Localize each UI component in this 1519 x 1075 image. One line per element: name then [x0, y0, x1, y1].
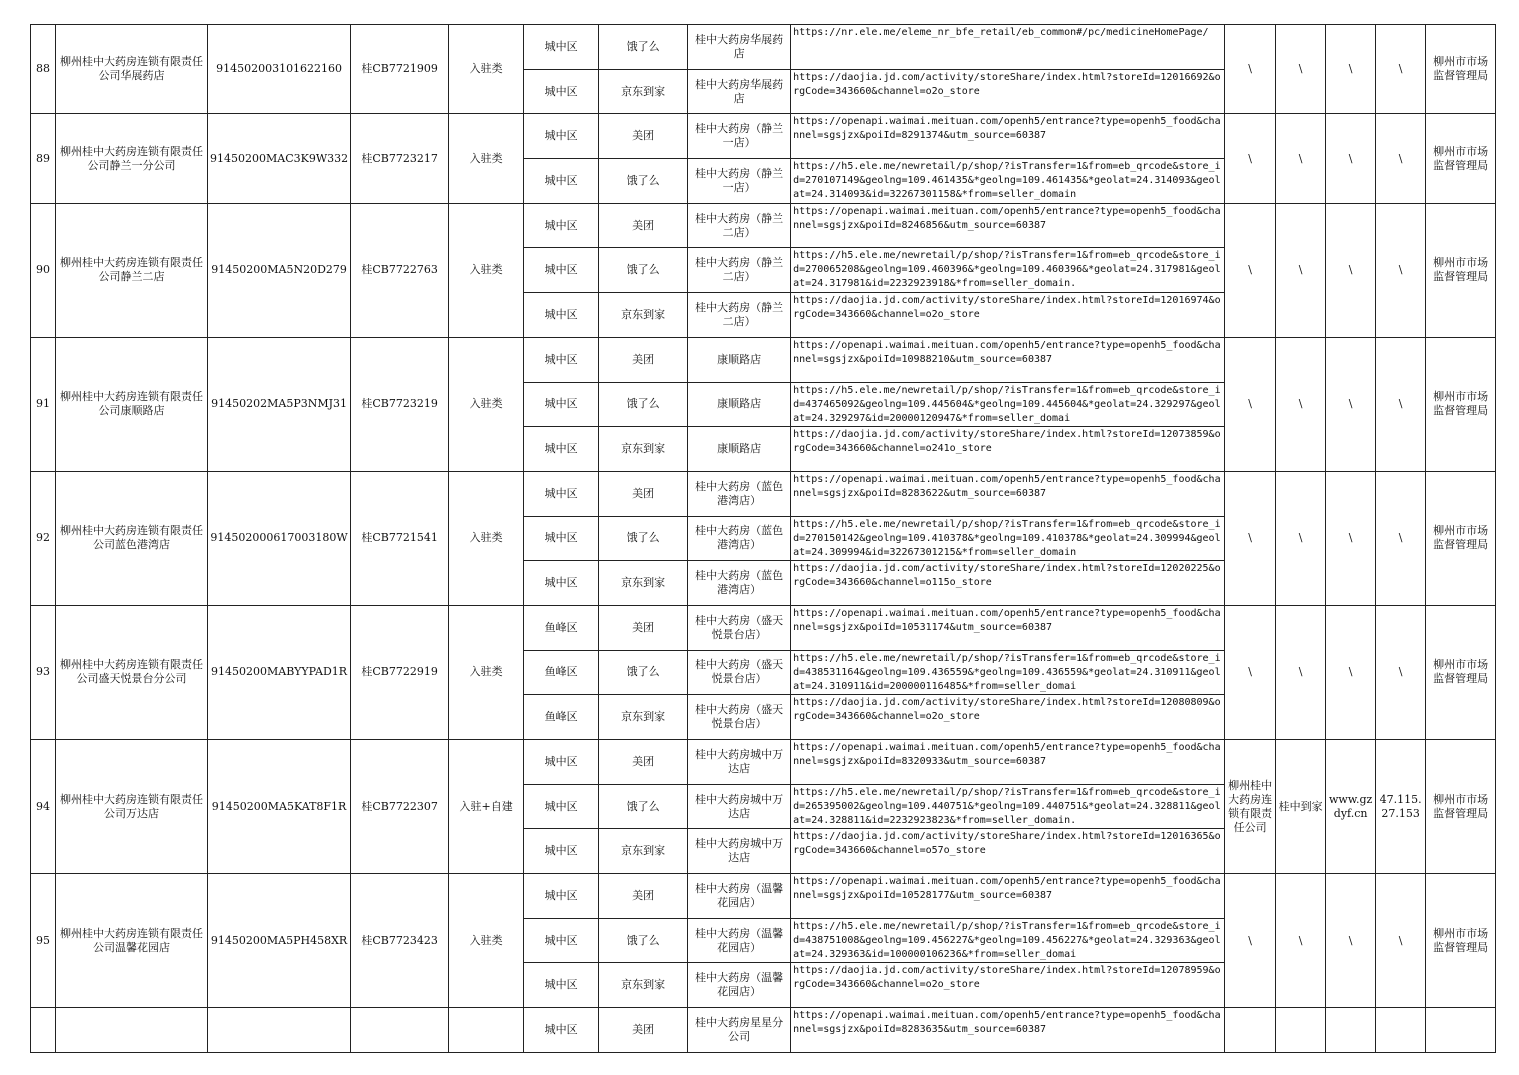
store-url-text: https://openapi.waimai.meituan.com/openh5/entrance?type=openh5_food&channel=sgsjzx&poiId=10531174&utm_source=60387	[793, 607, 1221, 633]
platform-cell: 京东到家	[599, 695, 688, 740]
district-cell: 城中区	[524, 918, 599, 963]
table-row	[31, 1008, 1496, 1053]
platform-cell: 饿了么	[599, 784, 688, 829]
license-number-cell: 桂CB7722919	[351, 605, 449, 739]
ip-address-cell: \	[1376, 337, 1426, 471]
platform-cell: 京东到家	[599, 829, 688, 874]
store-name-cell: 桂中大药房城中万达店	[688, 740, 791, 785]
store-url-cell	[791, 918, 1225, 963]
platform-name-cell	[1276, 1008, 1326, 1053]
store-url-cell	[791, 427, 1225, 472]
platform-cell: 京东到家	[599, 69, 688, 114]
credit-code-cell: 91450200MABYYPAD1R	[208, 605, 351, 739]
district-cell: 鱼峰区	[524, 650, 599, 695]
record-number-cell: 94	[31, 740, 56, 874]
table-row	[31, 203, 1496, 248]
domain-cell: \	[1326, 337, 1376, 471]
store-url-text: https://openapi.waimai.meituan.com/openh5/entrance?type=openh5_food&channel=sgsjzx&poiId=8320933&utm_source=60387	[793, 742, 1221, 767]
store-url-cell	[791, 1008, 1225, 1053]
store-url-text: https://openapi.waimai.meituan.com/openh5/entrance?type=openh5_food&channel=sgsjzx&poiId=10988210&utm_source=60387	[793, 339, 1221, 365]
store-name-cell: 桂中大药房星星分公司	[688, 1008, 791, 1053]
store-url-cell	[791, 248, 1225, 293]
platform-cell: 饿了么	[599, 248, 688, 293]
platform-company-cell	[1225, 1008, 1276, 1053]
table-row	[31, 605, 1496, 650]
district-cell: 城中区	[524, 114, 599, 159]
store-url-cell	[791, 874, 1225, 919]
credit-code-cell: 91450200MAC3K9W332	[208, 114, 351, 203]
platform-company-cell: \	[1225, 874, 1276, 1008]
record-number-cell: 95	[31, 874, 56, 1008]
platform-cell: 京东到家	[599, 293, 688, 338]
district-cell: 城中区	[524, 963, 599, 1008]
store-type-cell: 入驻类	[449, 114, 524, 203]
store-url-cell	[791, 203, 1225, 248]
store-url-text: https://daojia.jd.com/activity/storeShare/index.html?storeId=12073859&orgCode=343660&channel=o241o_store	[793, 429, 1221, 455]
store-url-text: https://openapi.waimai.meituan.com/openh5/entrance?type=openh5_food&channel=sgsjzx&poiId=8283635&utm_source=60387	[793, 1010, 1221, 1036]
store-type-cell: 入驻类	[449, 25, 524, 114]
ip-address-cell: \	[1376, 203, 1426, 337]
license-number-cell: 桂CB7722763	[351, 203, 449, 337]
authority-cell: 柳州市市场监督管理局	[1426, 874, 1496, 1008]
platform-company-cell: \	[1225, 337, 1276, 471]
store-type-cell: 入驻类	[449, 605, 524, 739]
ip-address-cell: 47.115.27.153	[1376, 740, 1426, 874]
platform-cell: 美团	[599, 114, 688, 159]
platform-cell: 饿了么	[599, 918, 688, 963]
store-type-cell: 入驻类	[449, 203, 524, 337]
store-url-cell	[791, 650, 1225, 695]
store-url-cell	[791, 69, 1225, 114]
platform-company-cell: 柳州桂中大药房连锁有限责任公司	[1225, 740, 1276, 874]
store-name-cell: 桂中大药房（温馨花园店）	[688, 918, 791, 963]
ip-address-cell: \	[1376, 471, 1426, 605]
district-cell: 城中区	[524, 248, 599, 293]
platform-cell: 美团	[599, 874, 688, 919]
domain-cell: \	[1326, 471, 1376, 605]
license-number-cell: 桂CB7721909	[351, 25, 449, 114]
store-name-cell: 桂中大药房（蓝色港湾店）	[688, 561, 791, 606]
district-cell: 城中区	[524, 471, 599, 516]
district-cell: 城中区	[524, 740, 599, 785]
store-url-cell	[791, 963, 1225, 1008]
domain-cell: \	[1326, 874, 1376, 1008]
store-name-cell: 桂中大药房（静兰二店）	[688, 248, 791, 293]
domain-cell: \	[1326, 605, 1376, 739]
domain-cell: \	[1326, 203, 1376, 337]
store-url-text: https://openapi.waimai.meituan.com/openh5/entrance?type=openh5_food&channel=sgsjzx&poiId=8291374&utm_source=60387	[793, 116, 1221, 142]
store-type-cell: 入驻+自建	[449, 740, 524, 874]
platform-cell: 饿了么	[599, 650, 688, 695]
ip-address-cell	[1376, 1008, 1426, 1053]
company-name-cell	[56, 1008, 208, 1053]
table-row	[31, 25, 1496, 70]
store-url-text: https://nr.ele.me/eleme_nr_bfe_retail/eb_common#/pc/medicineHomePage/	[793, 27, 1209, 38]
store-url-text: https://daojia.jd.com/activity/storeShare/index.html?storeId=12016692&orgCode=343660&channel=o2o_store	[793, 71, 1221, 97]
store-url-cell	[791, 784, 1225, 829]
record-number-cell: 93	[31, 605, 56, 739]
platform-name-cell: \	[1276, 337, 1326, 471]
ip-address-cell: \	[1376, 874, 1426, 1008]
platform-company-cell: \	[1225, 25, 1276, 114]
district-cell: 城中区	[524, 25, 599, 70]
platform-cell: 饿了么	[599, 516, 688, 561]
platform-name-cell: \	[1276, 874, 1326, 1008]
platform-cell: 美团	[599, 1008, 688, 1053]
district-cell: 城中区	[524, 1008, 599, 1053]
store-name-cell: 桂中大药房（温馨花园店）	[688, 963, 791, 1008]
store-url-cell	[791, 695, 1225, 740]
authority-cell: 柳州市市场监督管理局	[1426, 471, 1496, 605]
platform-company-cell: \	[1225, 114, 1276, 203]
company-name-cell: 柳州桂中大药房连锁有限责任公司万达店	[56, 740, 208, 874]
table-body	[31, 25, 1496, 1053]
store-url-text: https://h5.ele.me/newretail/p/shop/?isTransfer=1&from=eb_qrcode&store_id=270107149&geolng=109.461435&*geolng=109.461435&*geolat=24.314093&geolat=24.314093&id=32267301158&*from=seller_domain	[793, 161, 1221, 201]
store-url-text: https://h5.ele.me/newretail/p/shop/?isTransfer=1&from=eb_qrcode&store_id=438531164&geolng=109.436559&*geolng=109.436559&*geolat=24.310911&geolat=24.310911&id=200000116485&*from=seller_domai	[793, 652, 1221, 692]
district-cell: 城中区	[524, 69, 599, 114]
district-cell: 城中区	[524, 561, 599, 606]
authority-cell: 柳州市市场监督管理局	[1426, 25, 1496, 114]
store-name-cell: 桂中大药房（蓝色港湾店）	[688, 516, 791, 561]
license-number-cell: 桂CB7722307	[351, 740, 449, 874]
store-url-text: https://h5.ele.me/newretail/p/shop/?isTransfer=1&from=eb_qrcode&store_id=265395002&geolng=109.440751&*geolng=109.440751&*geolat=24.328811&geolat=24.328811&id=2232923823&*from=seller_domain.	[793, 786, 1221, 826]
store-url-cell	[791, 382, 1225, 427]
store-url-cell	[791, 516, 1225, 561]
store-name-cell: 桂中大药房（静兰一店）	[688, 114, 791, 159]
store-type-cell: 入驻类	[449, 874, 524, 1008]
district-cell: 城中区	[524, 829, 599, 874]
store-name-cell: 桂中大药房（盛天悦景台店）	[688, 650, 791, 695]
platform-cell: 京东到家	[599, 963, 688, 1008]
store-url-cell	[791, 337, 1225, 382]
district-cell: 鱼峰区	[524, 605, 599, 650]
store-name-cell: 康顺路店	[688, 427, 791, 472]
store-name-cell: 桂中大药房（盛天悦景台店）	[688, 605, 791, 650]
store-url-cell	[791, 293, 1225, 338]
ip-address-cell: \	[1376, 114, 1426, 203]
platform-name-cell: \	[1276, 203, 1326, 337]
credit-code-cell: 914502003101622160	[208, 25, 351, 114]
store-url-cell	[791, 561, 1225, 606]
store-url-cell	[791, 740, 1225, 785]
authority-cell: 柳州市市场监督管理局	[1426, 337, 1496, 471]
platform-company-cell: \	[1225, 605, 1276, 739]
license-number-cell	[351, 1008, 449, 1053]
store-url-text: https://openapi.waimai.meituan.com/openh5/entrance?type=openh5_food&channel=sgsjzx&poiId=8283622&utm_source=60387	[793, 473, 1221, 499]
company-name-cell: 柳州桂中大药房连锁有限责任公司蓝色港湾店	[56, 471, 208, 605]
store-name-cell: 桂中大药房（温馨花园店）	[688, 874, 791, 919]
record-number-cell: 88	[31, 25, 56, 114]
district-cell: 城中区	[524, 293, 599, 338]
district-cell: 城中区	[524, 159, 599, 204]
district-cell: 城中区	[524, 427, 599, 472]
store-name-cell: 桂中大药房（静兰一店）	[688, 159, 791, 204]
platform-cell: 美团	[599, 337, 688, 382]
platform-cell: 饿了么	[599, 382, 688, 427]
store-name-cell: 康顺路店	[688, 382, 791, 427]
platform-name-cell: \	[1276, 471, 1326, 605]
store-name-cell: 桂中大药房城中万达店	[688, 829, 791, 874]
domain-cell: www.gzdyf.cn	[1326, 740, 1376, 874]
record-number-cell: 91	[31, 337, 56, 471]
platform-cell: 京东到家	[599, 427, 688, 472]
store-name-cell: 桂中大药房华展药店	[688, 69, 791, 114]
company-name-cell: 柳州桂中大药房连锁有限责任公司温馨花园店	[56, 874, 208, 1008]
credit-code-cell: 91450200MA5PH458XR	[208, 874, 351, 1008]
store-name-cell: 桂中大药房城中万达店	[688, 784, 791, 829]
credit-code-cell: 91450200MA5KAT8F1R	[208, 740, 351, 874]
authority-cell: 柳州市市场监督管理局	[1426, 740, 1496, 874]
store-url-cell	[791, 829, 1225, 874]
store-url-text: https://h5.ele.me/newretail/p/shop/?isTransfer=1&from=eb_qrcode&store_id=270150142&geolng=109.410378&*geolng=109.410378&*geolat=24.309994&geolat=24.309994&id=32267301215&*from=seller_domain	[793, 518, 1221, 558]
table-row	[31, 740, 1496, 785]
platform-cell: 饿了么	[599, 159, 688, 204]
store-name-cell: 桂中大药房（静兰二店）	[688, 293, 791, 338]
district-cell: 城中区	[524, 203, 599, 248]
store-url-text: https://daojia.jd.com/activity/storeShare/index.html?storeId=12016365&orgCode=343660&channel=o57o_store	[793, 831, 1221, 857]
store-url-text: https://daojia.jd.com/activity/storeShare/index.html?storeId=12016974&orgCode=343660&channel=o2o_store	[793, 295, 1221, 321]
district-cell: 鱼峰区	[524, 695, 599, 740]
record-number-cell: 89	[31, 114, 56, 203]
ip-address-cell: \	[1376, 25, 1426, 114]
store-type-cell	[449, 1008, 524, 1053]
platform-company-cell: \	[1225, 471, 1276, 605]
platform-name-cell: \	[1276, 114, 1326, 203]
company-name-cell: 柳州桂中大药房连锁有限责任公司静兰一分公司	[56, 114, 208, 203]
district-cell: 城中区	[524, 382, 599, 427]
table-row	[31, 471, 1496, 516]
platform-cell: 美团	[599, 471, 688, 516]
district-cell: 城中区	[524, 337, 599, 382]
store-url-text: https://h5.ele.me/newretail/p/shop/?isTransfer=1&from=eb_qrcode&store_id=270065208&geolng=109.460396&*geolng=109.460396&*geolat=24.317981&geolat=24.317981&id=2232923918&*from=seller_domain.	[793, 250, 1221, 290]
record-number-cell	[31, 1008, 56, 1053]
platform-name-cell: 桂中到家	[1276, 740, 1326, 874]
company-name-cell: 柳州桂中大药房连锁有限责任公司盛天悦景台分公司	[56, 605, 208, 739]
store-name-cell: 桂中大药房（静兰二店）	[688, 203, 791, 248]
company-name-cell: 柳州桂中大药房连锁有限责任公司康顺路店	[56, 337, 208, 471]
record-number-cell: 92	[31, 471, 56, 605]
store-url-text: https://daojia.jd.com/activity/storeShare/index.html?storeId=12078959&orgCode=343660&channel=o2o_store	[793, 965, 1221, 991]
store-url-cell	[791, 114, 1225, 159]
district-cell: 城中区	[524, 784, 599, 829]
store-url-cell	[791, 605, 1225, 650]
store-url-text: https://openapi.waimai.meituan.com/openh5/entrance?type=openh5_food&channel=sgsjzx&poiId=8246856&utm_source=60387	[793, 205, 1221, 231]
store-registry-table	[30, 24, 1496, 1053]
credit-code-cell: 91450202MA5P3NMJ31	[208, 337, 351, 471]
credit-code-cell: 91450200MA5N20D279	[208, 203, 351, 337]
platform-cell: 美团	[599, 740, 688, 785]
license-number-cell: 桂CB7721541	[351, 471, 449, 605]
platform-company-cell: \	[1225, 203, 1276, 337]
domain-cell: \	[1326, 25, 1376, 114]
authority-cell	[1426, 1008, 1496, 1053]
platform-cell: 饿了么	[599, 25, 688, 70]
table-row	[31, 337, 1496, 382]
store-type-cell: 入驻类	[449, 471, 524, 605]
company-name-cell: 柳州桂中大药房连锁有限责任公司静兰二店	[56, 203, 208, 337]
authority-cell: 柳州市市场监督管理局	[1426, 605, 1496, 739]
platform-name-cell: \	[1276, 605, 1326, 739]
platform-cell: 美团	[599, 203, 688, 248]
store-url-cell	[791, 471, 1225, 516]
store-name-cell: 康顺路店	[688, 337, 791, 382]
authority-cell: 柳州市市场监督管理局	[1426, 203, 1496, 337]
store-name-cell: 桂中大药房华展药店	[688, 25, 791, 70]
platform-cell: 美团	[599, 605, 688, 650]
company-name-cell: 柳州桂中大药房连锁有限责任公司华展药店	[56, 25, 208, 114]
store-url-cell	[791, 159, 1225, 204]
store-name-cell: 桂中大药房（盛天悦景台店）	[688, 695, 791, 740]
domain-cell: \	[1326, 114, 1376, 203]
authority-cell: 柳州市市场监督管理局	[1426, 114, 1496, 203]
store-url-text: https://daojia.jd.com/activity/storeShare/index.html?storeId=12020225&orgCode=343660&channel=o115o_store	[793, 563, 1221, 589]
table-row	[31, 874, 1496, 919]
store-name-cell: 桂中大药房（蓝色港湾店）	[688, 471, 791, 516]
platform-cell: 京东到家	[599, 561, 688, 606]
license-number-cell: 桂CB7723423	[351, 874, 449, 1008]
district-cell: 城中区	[524, 516, 599, 561]
table-row	[31, 114, 1496, 159]
store-url-text: https://openapi.waimai.meituan.com/openh5/entrance?type=openh5_food&channel=sgsjzx&poiId=10528177&utm_source=60387	[793, 876, 1221, 902]
store-url-text: https://daojia.jd.com/activity/storeShare/index.html?storeId=12080809&orgCode=343660&channel=o2o_store	[793, 697, 1221, 723]
store-url-cell	[791, 25, 1225, 70]
store-type-cell: 入驻类	[449, 337, 524, 471]
license-number-cell: 桂CB7723217	[351, 114, 449, 203]
district-cell: 城中区	[524, 874, 599, 919]
store-url-text: https://h5.ele.me/newretail/p/shop/?isTransfer=1&from=eb_qrcode&store_id=437465092&geolng=109.445604&*geolng=109.445604&*geolat=24.329297&geolat=24.329297&id=20000120947&*from=seller_domai	[793, 384, 1221, 424]
domain-cell	[1326, 1008, 1376, 1053]
record-number-cell: 90	[31, 203, 56, 337]
store-url-text: https://h5.ele.me/newretail/p/shop/?isTransfer=1&from=eb_qrcode&store_id=438751008&geolng=109.456227&*geolng=109.456227&*geolat=24.329363&geolat=24.329363&id=100000106236&*from=seller_domai	[793, 920, 1221, 960]
platform-name-cell: \	[1276, 25, 1326, 114]
license-number-cell: 桂CB7723219	[351, 337, 449, 471]
ip-address-cell: \	[1376, 605, 1426, 739]
credit-code-cell: 914502000617003180W	[208, 471, 351, 605]
credit-code-cell	[208, 1008, 351, 1053]
